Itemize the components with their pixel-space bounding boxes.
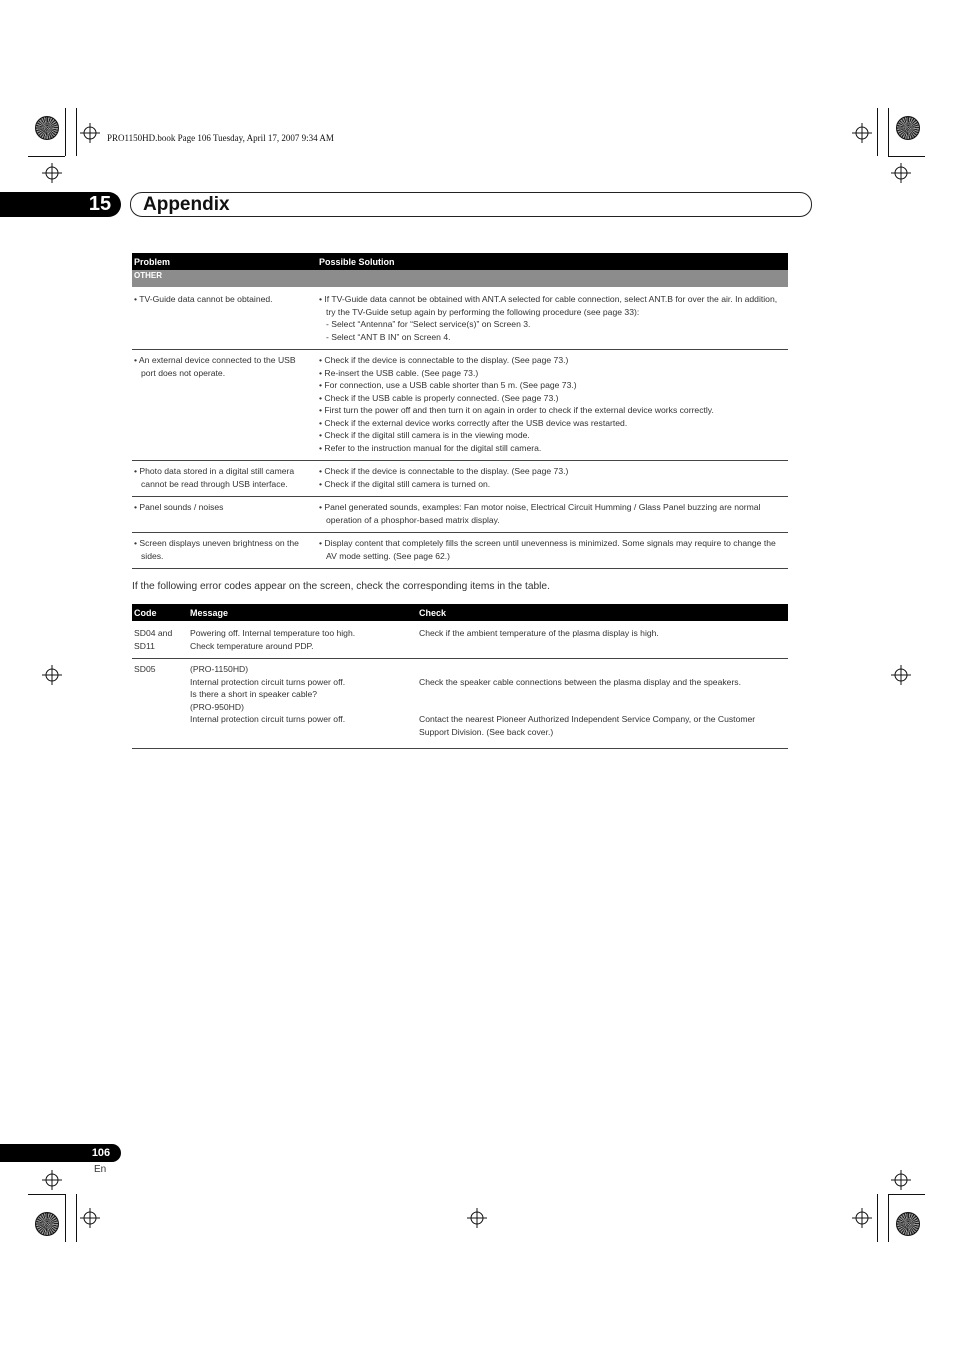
solution-cell: • If TV-Guide data cannot be obtained with ANT.A selected for cable connection, select ANT.B for over the air. In addition, try the TV-Guide setup again by performing the following procedure (see page 33): - Select “Antenna” for “Select service(s)” on Screen 3. - Select “ANT B IN” on Screen 4.: [317, 287, 788, 350]
crop-mark: [877, 1194, 878, 1242]
crop-mark: [888, 156, 925, 157]
problem-cell: • Panel sounds / noises: [132, 497, 317, 533]
table-header-row: [132, 253, 788, 270]
crosshair-icon: [80, 123, 100, 143]
column-header-problem: Problem: [132, 253, 317, 270]
crosshair-icon: [852, 123, 872, 143]
solution-cell: • Check if the device is connectable to the display. (See page 73.) • Re-insert the USB cable. (See page 73.) • For connection, use a USB cable shorter than 5 m. (See page 73.) • Check if the USB cable is properly connected. (See page 73.) • First turn the power off and then turn it on again in order to check if the external device works correctly. • Check if the external device works correctly after the USB device was restarted. • Check if the digital still camera is in the viewing mode. • Refer to the instruction manual for the digital still camera.: [317, 350, 788, 461]
chapter-title: Appendix: [143, 194, 230, 215]
problem-cell: • Screen displays uneven brightness on the sides.: [132, 533, 317, 569]
crop-mark: [65, 1194, 66, 1242]
code-cell: SD04 and SD11: [132, 621, 188, 659]
crop-mark: [28, 156, 65, 157]
solution-cell: • Panel generated sounds, examples: Fan motor noise, Electrical Circuit Humming / Glass Panel buzzing are normal operation of a phosphor-based matrix display.: [317, 497, 788, 533]
troubleshooting-table: [132, 253, 788, 569]
table-row: [132, 621, 788, 659]
column-header-check: Check: [417, 604, 788, 621]
page-language: En: [94, 1164, 107, 1175]
check-cell: Check the speaker cable connections between the plasma display and the speakers. Contact the nearest Pioneer Authorized Independent Service Company, or the Customer Support Division. (See back cover.): [417, 659, 788, 749]
registration-rosette-top-right: [896, 116, 920, 140]
table-row: [132, 461, 788, 497]
table-row: [132, 659, 788, 749]
message-cell: (PRO-1150HD) Internal protection circuit turns power off. Is there a short in speaker cable? (PRO-950HD) Internal protection circuit turns power off.: [188, 659, 417, 749]
error-code-table: [132, 604, 788, 749]
crop-mark: [888, 108, 889, 156]
column-header-message: Message: [188, 604, 417, 621]
error-codes-intro: If the following error codes appear on the screen, check the corresponding items in the table.: [132, 581, 550, 592]
table-header-row: [132, 604, 788, 621]
column-header-code: Code: [132, 604, 188, 621]
section-label: OTHER: [132, 270, 788, 287]
problem-cell: • TV-Guide data cannot be obtained.: [132, 287, 317, 350]
code-cell: SD05: [132, 659, 188, 749]
crop-mark: [76, 1194, 77, 1242]
registration-rosette-top-left: [35, 116, 59, 140]
crop-mark: [76, 108, 77, 156]
crosshair-icon: [42, 1170, 62, 1190]
page-number: 106: [91, 1147, 111, 1159]
crosshair-icon: [80, 1208, 100, 1228]
section-row: [132, 270, 788, 287]
registration-rosette-bottom-left: [35, 1212, 59, 1236]
chapter-number: 15: [88, 193, 112, 215]
crop-mark: [888, 1194, 925, 1195]
chapter-title-frame: [130, 192, 812, 217]
solution-cell: • Check if the device is connectable to the display. (See page 73.) • Check if the digital still camera is turned on.: [317, 461, 788, 497]
crosshair-icon: [891, 665, 911, 685]
crosshair-icon: [42, 163, 62, 183]
message-cell: Powering off. Internal temperature too high. Check temperature around PDP.: [188, 621, 417, 659]
crosshair-icon: [852, 1208, 872, 1228]
table-row: [132, 533, 788, 569]
crosshair-icon: [467, 1208, 487, 1228]
crosshair-icon: [42, 665, 62, 685]
table-row: [132, 287, 788, 350]
crop-mark: [28, 1194, 65, 1195]
crop-mark: [888, 1194, 889, 1242]
problem-cell: • An external device connected to the USB port does not operate.: [132, 350, 317, 461]
table-row: [132, 350, 788, 461]
column-header-solution: Possible Solution: [317, 253, 788, 270]
crop-mark: [65, 108, 66, 156]
crop-mark: [877, 108, 878, 156]
crosshair-icon: [891, 163, 911, 183]
solution-cell: • Display content that completely fills the screen until unevenness is minimized. Some signals may require to change the AV mode setting. (See page 62.): [317, 533, 788, 569]
crosshair-icon: [891, 1170, 911, 1190]
check-cell: Check if the ambient temperature of the plasma display is high.: [417, 621, 788, 659]
registration-rosette-bottom-right: [896, 1212, 920, 1236]
book-meta-line: PRO1150HD.book Page 106 Tuesday, April 17, 2007 9:34 AM: [107, 133, 334, 143]
table-row: [132, 497, 788, 533]
problem-cell: • Photo data stored in a digital still camera cannot be read through USB interface.: [132, 461, 317, 497]
